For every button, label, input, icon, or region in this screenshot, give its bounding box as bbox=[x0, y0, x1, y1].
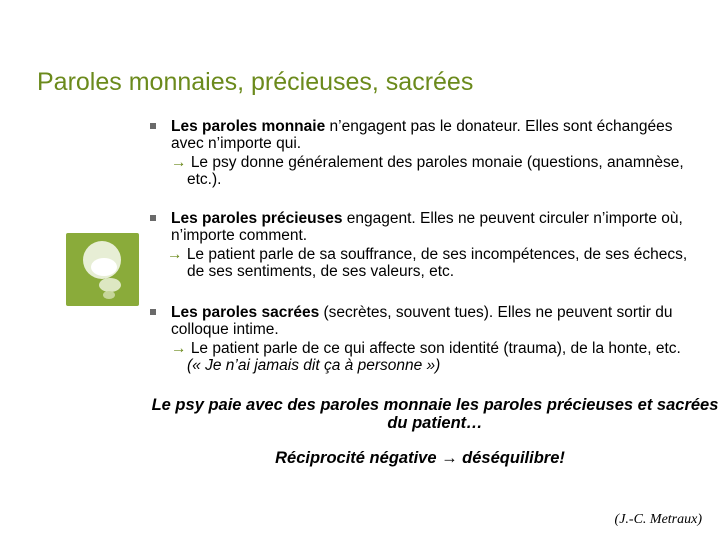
bullet-subpoint bbox=[167, 246, 695, 280]
subpoint-text: Le patient parle de sa souffrance, de ses incompétences, de ses échecs, de ses sentiments, de ses valeurs, etc. bbox=[186, 246, 688, 280]
square-bullet-icon bbox=[150, 309, 156, 315]
arrow-right-icon: → bbox=[171, 340, 187, 357]
slide-title: Paroles monnaies, précieuses, sacrées bbox=[37, 68, 474, 96]
arrow-right-icon: → bbox=[171, 154, 187, 171]
bullet-main-text bbox=[171, 210, 695, 244]
bullet-description: n’engagent pas le donateur. Elles sont échangées avec n’importe qui. bbox=[171, 118, 673, 152]
bullet-term: Les paroles précieuses bbox=[171, 210, 343, 227]
bullet-subpoint bbox=[171, 154, 695, 188]
bullet-paroles-monnaie bbox=[150, 118, 695, 188]
reciprocity-right: déséquilibre! bbox=[457, 449, 565, 467]
square-bullet-icon bbox=[150, 215, 156, 221]
arrow-right-icon: → bbox=[167, 246, 183, 263]
bubble-shape bbox=[91, 258, 117, 276]
subpoint-text: Le psy donne généralement des paroles monaie (questions, anamnèse, etc.). bbox=[187, 154, 684, 188]
bullet-description: (secrètes, souvent tues). Elles ne peuvent sortir du colloque intime. bbox=[171, 304, 673, 338]
arrow-right-icon: → bbox=[441, 449, 458, 467]
bullet-main-text bbox=[171, 118, 695, 152]
reciprocity-line bbox=[0, 449, 720, 468]
square-bullet-icon bbox=[150, 123, 156, 129]
bullet-paroles-sacrees bbox=[150, 304, 695, 374]
bullet-term: Les paroles monnaie bbox=[171, 118, 326, 135]
subpoint-quote: (« Je n’ai jamais dit ça à personne ») bbox=[187, 357, 441, 374]
author-credit: (J.-C. Metraux) bbox=[614, 512, 702, 527]
conclusion-text: Le psy paie avec des paroles monnaie les paroles précieuses et sacrées du patient… bbox=[151, 396, 719, 432]
bubbles-logo-icon bbox=[66, 233, 139, 306]
bullet-description: engagent. Elles ne peuvent circuler n’importe où, n’importe comment. bbox=[171, 210, 683, 244]
bullet-main-text bbox=[171, 304, 695, 338]
subpoint-text: Le patient parle de ce qui affecte son identité (trauma), de la honte, etc. bbox=[190, 340, 681, 357]
bullet-paroles-precieuses bbox=[150, 210, 695, 280]
bubble-shape bbox=[103, 291, 115, 299]
reciprocity-left: Réciprocité négative bbox=[275, 449, 442, 467]
bubble-shape bbox=[99, 278, 121, 292]
bullet-subpoint bbox=[171, 340, 695, 374]
bullet-term: Les paroles sacrées bbox=[171, 304, 320, 321]
